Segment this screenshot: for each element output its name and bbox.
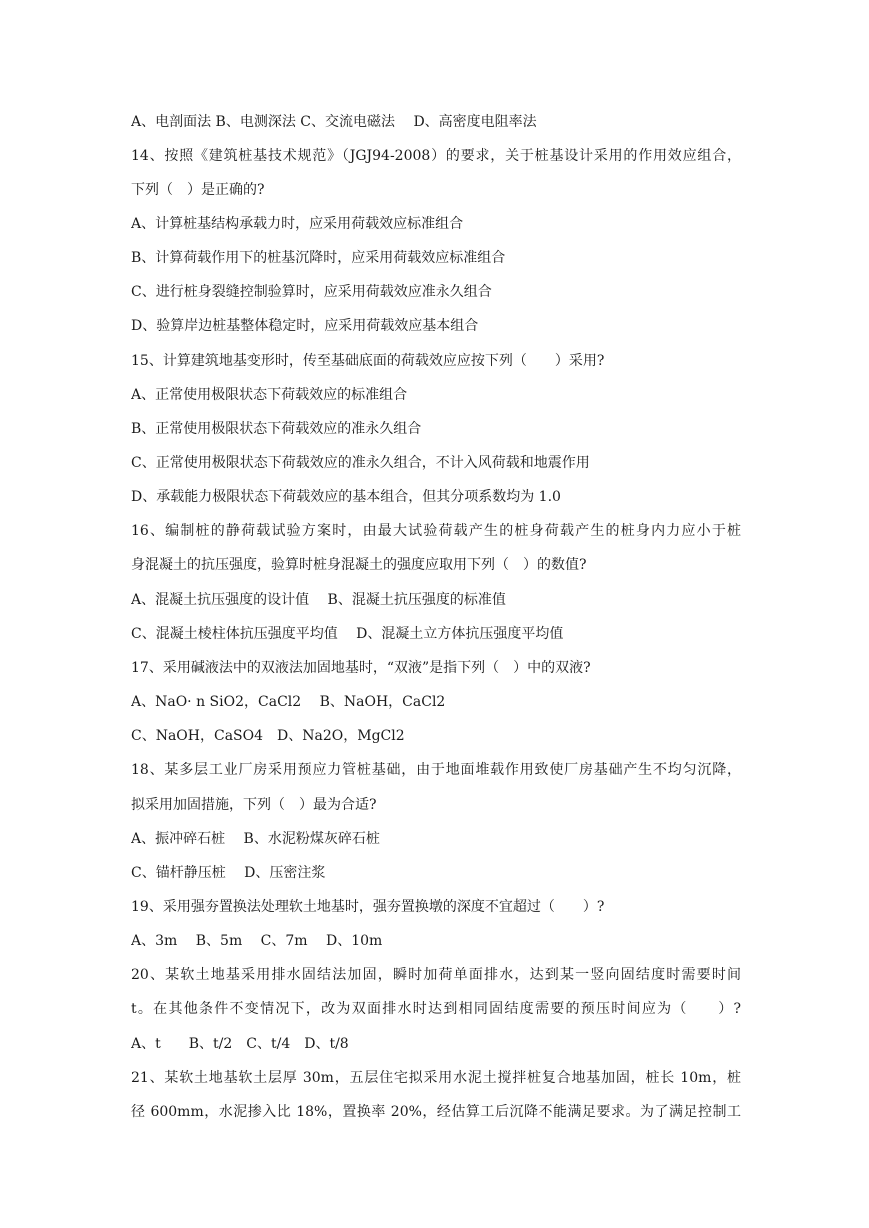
option-line: A、电剖面法 B、电测深法 C、交流电磁法 D、高密度电阻率法: [131, 114, 537, 130]
option-line: D、承载能力极限状态下荷载效应的基本组合，但其分项系数均为 1.0: [131, 489, 561, 505]
option-line: C、NaOH，CaSO4 D、Na2O，MgCl2: [131, 728, 405, 744]
question-21-line-1: 21、某软土地基软土层厚 30m，五层住宅拟采用水泥土搅拌桩复合地基加固，桩长 10m，桩: [131, 1070, 741, 1086]
question-14-line-1: 14、按照《建筑桩基技术规范》（JGJ94-2008）的要求，关于桩基设计采用的作用效应组合，: [131, 148, 741, 164]
option-line: C、混凝土棱柱体抗压强度平均值 D、混凝土立方体抗压强度平均值: [131, 626, 564, 642]
option-line: C、进行桩身裂缝控制验算时，应采用荷载效应准永久组合: [131, 284, 492, 300]
option-line: C、正常使用极限状态下荷载效应的准永久组合，不计入风荷载和地震作用: [131, 455, 590, 471]
question-14-line-2: 下列（ ）是正确的?: [131, 182, 265, 198]
question-18-line-2: 拟采用加固措施，下列（ ）最为合适?: [131, 797, 377, 813]
question-17-line: 17、采用碱液法中的双液法加固地基时，“双液”是指下列（ ）中的双液?: [131, 660, 591, 676]
option-line: A、正常使用极限状态下荷载效应的标准组合: [131, 387, 408, 403]
question-20-line-1: 20、某软土地基采用排水固结法加固，瞬时加荷单面排水，达到某一竖向固结度时需要时间: [131, 967, 741, 983]
question-16-line-1: 16、编制桩的静荷载试验方案时，由最大试验荷载产生的桩身荷载产生的桩身内力应小于桩: [131, 523, 741, 539]
question-20-line-2: t。在其他条件不变情况下，改为双面排水时达到相同固结度需要的预压时间应为（ ）?: [131, 1001, 741, 1017]
question-21-line-2: 径 600mm，水泥掺入比 18%，置换率 20%，经估算工后沉降不能满足要求。为了满足控制工: [131, 1104, 741, 1120]
option-line: A、振冲碎石桩 B、水泥粉煤灰碎石桩: [131, 831, 380, 847]
option-line: A、计算桩基结构承载力时，应采用荷载效应标准组合: [131, 216, 464, 232]
question-18-line-1: 18、某多层工业厂房采用预应力管桩基础，由于地面堆载作用致使厂房基础产生不均匀沉降，: [131, 762, 741, 778]
question-19-line: 19、采用强夯置换法处理软土地基时，强夯置换墩的深度不宜超过（ ）?: [131, 899, 605, 915]
option-line: B、计算荷载作用下的桩基沉降时，应采用荷载效应标准组合: [131, 250, 506, 266]
option-line: B、正常使用极限状态下荷载效应的准永久组合: [131, 421, 422, 437]
option-line: A、NaO· n SiO2，CaCl2 B、NaOH，CaCl2: [131, 694, 446, 710]
option-line: C、锚杆静压桩 D、压密注浆: [131, 865, 326, 881]
question-16-line-2: 身混凝土的抗压强度，验算时桩身混凝土的强度应取用下列（ ）的数值?: [131, 557, 587, 573]
question-15-line: 15、计算建筑地基变形时，传至基础底面的荷载效应应按下列（ ）采用?: [131, 353, 605, 369]
option-line: A、混凝土抗压强度的设计值 B、混凝土抗压强度的标准值: [131, 592, 506, 608]
option-line: A、3m B、5m C、7m D、10m: [131, 933, 383, 949]
option-line: D、验算岸边桩基整体稳定时，应采用荷载效应基本组合: [131, 318, 479, 334]
option-line: A、t B、t/2 C、t/4 D、t/8: [131, 1036, 349, 1052]
